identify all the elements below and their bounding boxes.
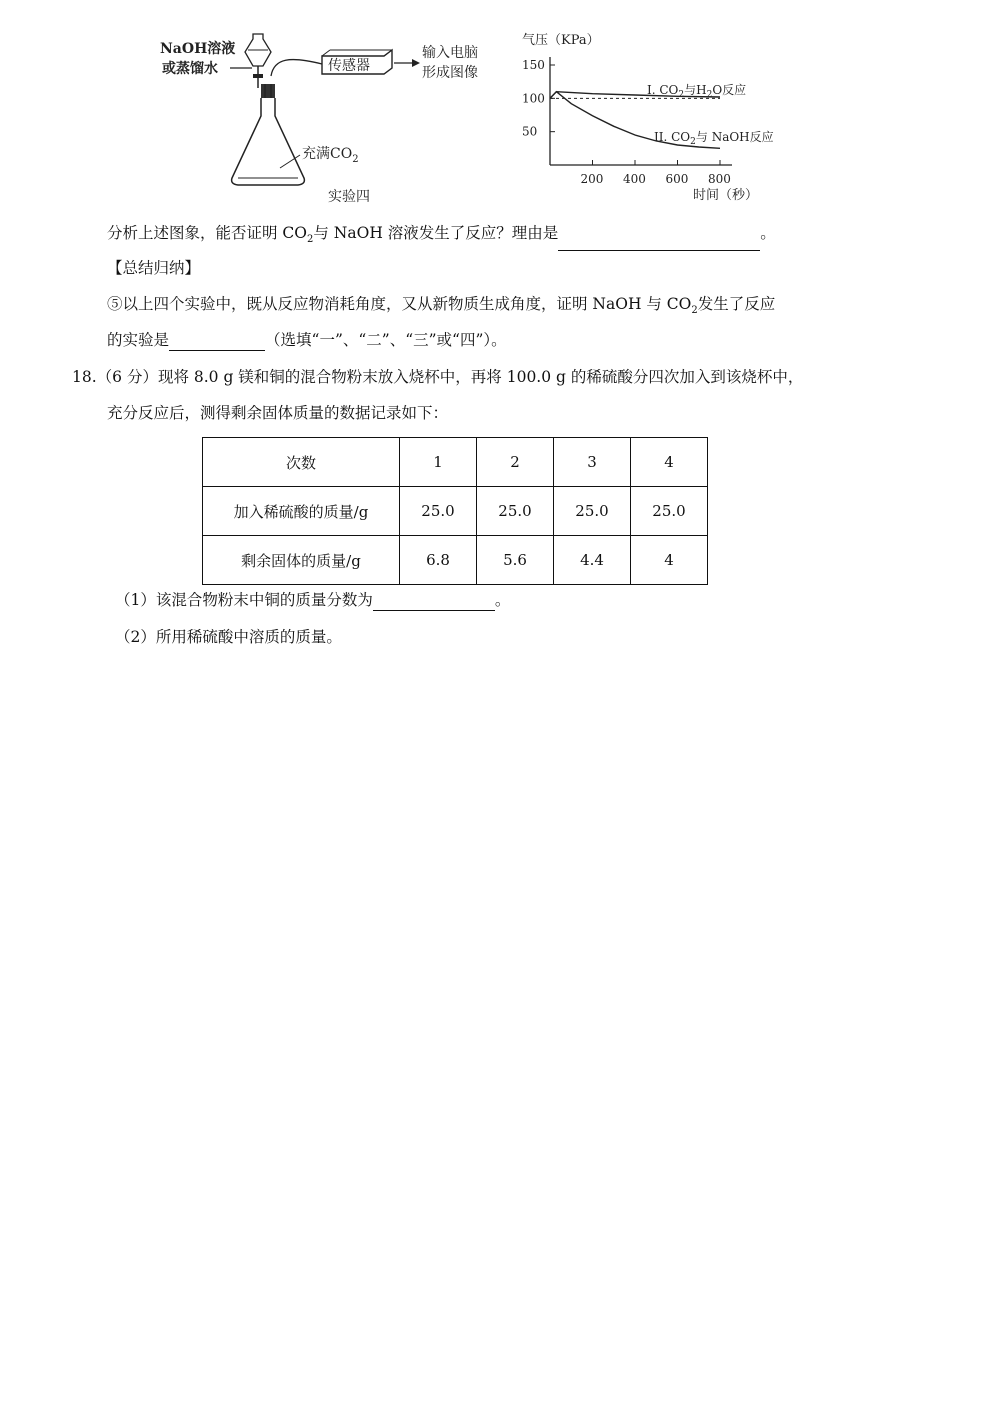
table-cell: 25.0 [554, 487, 631, 536]
sub-question-1: （1）该混合物粉末中铜的质量分数为 。 [115, 591, 511, 609]
problem18-line1: 18.（6 分）现将 8.0 g 镁和铜的混合物粉末放入烧杯中，再将 100.0 g 的稀硫酸分四次加入到该烧杯中， [72, 368, 804, 386]
analysis-question: 分析上述图象，能否证明 $CO_2$与 NaOH 溶液发生了反应？理由是 。 [107, 222, 776, 251]
table-cell: 剩余固体的质量/g [203, 536, 400, 585]
x-tick-label: 600 [665, 172, 689, 186]
answer-blank-experiment[interactable] [169, 332, 265, 351]
table-row [203, 438, 708, 487]
table-cell: 1 [400, 438, 477, 487]
data-table [202, 437, 708, 585]
x-tick-label: 400 [623, 172, 646, 186]
pressure-chart [522, 33, 774, 203]
table-cell: 6.8 [400, 536, 477, 585]
reagent-label-2: 或蒸馏水 [162, 61, 218, 77]
table-cell: 25.0 [400, 487, 477, 536]
output-label-1: 输入电脑 [422, 45, 478, 61]
chart-ylabel: 气压（KPa） [522, 33, 600, 48]
problem18-line2: 充分反应后，测得剩余固体质量的数据记录如下： [107, 404, 449, 422]
table-cell: 25.0 [477, 487, 554, 536]
table-cell: 5.6 [477, 536, 554, 585]
experiment-figure [150, 28, 800, 208]
table-cell: 2 [477, 438, 554, 487]
apparatus-diagram [160, 34, 478, 205]
table-row [203, 536, 708, 585]
series-label-co2-naoh: II. $CO_2$与 NaOH反应 [654, 130, 774, 147]
y-tick-label: 100 [522, 91, 545, 106]
summary-question-line2: 的实验是 （选填“一”、“二”、“三”或“四”）。 [107, 331, 507, 349]
y-tick-label: 150 [522, 58, 545, 72]
table-cell: 4 [631, 438, 708, 487]
flask-label: 充满$CO_2$ [302, 146, 359, 165]
answer-blank-copper-fraction[interactable] [373, 592, 495, 611]
table-cell: 25.0 [631, 487, 708, 536]
table-row [203, 487, 708, 536]
answer-blank-reason[interactable] [558, 232, 760, 251]
x-tick-label: 800 [708, 172, 731, 186]
reagent-label-1: NaOH溶液 [160, 41, 236, 57]
sub-question-2: （2）所用稀硫酸中溶质的质量。 [115, 628, 342, 646]
sensor-label: 传感器 [328, 58, 370, 74]
section-heading: 【总结归纳】 [107, 259, 201, 277]
table-cell: 加入稀硫酸的质量/g [203, 487, 400, 536]
table-cell: 4.4 [554, 536, 631, 585]
x-tick-label: 200 [580, 172, 604, 186]
y-tick-label: 50 [522, 124, 538, 139]
figure-caption: 实验四 [328, 189, 370, 205]
table-cell: 3 [554, 438, 631, 487]
series-label-co2-h2o: I. $CO_2$与$H_2O$反应 [647, 83, 747, 100]
summary-question-line1: ⑤以上四个实验中，既从反应物消耗角度，又从新物质生成角度，证明 NaOH 与 $CO_2$发生了反应 [107, 295, 776, 317]
table-cell: 次数 [203, 438, 400, 487]
output-label-2: 形成图像 [422, 65, 478, 81]
chart-xlabel: 时间（秒） [693, 188, 759, 203]
table-cell: 4 [631, 536, 708, 585]
